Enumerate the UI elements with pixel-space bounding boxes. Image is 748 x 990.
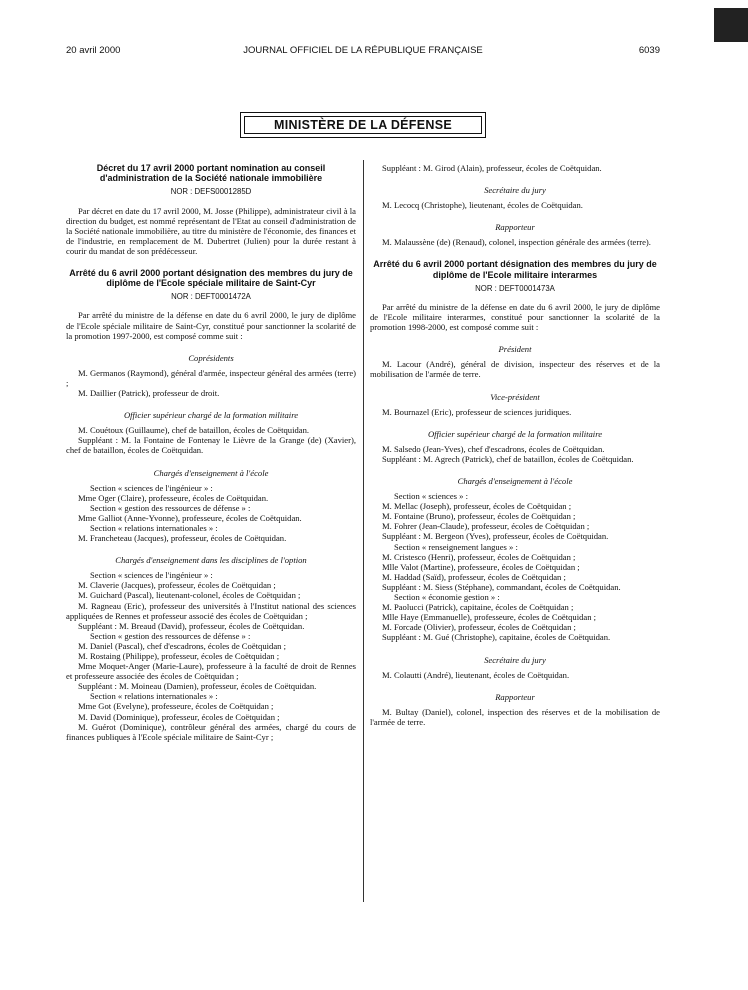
decree-title: Arrêté du 6 avril 2000 portant désignation des membres du jury de diplôme de l'Ecole militaire interarmes <box>373 259 657 280</box>
subsection-label: Section « renseignement langues » : <box>394 541 518 552</box>
paragraph: M. Malaussène (de) (Renaud), colonel, inspection générale des armées (terre). <box>382 237 651 248</box>
paragraph: M. Francheteau (Jacques), professeur, écoles de Coëtquidan. <box>78 533 287 544</box>
column-divider <box>363 160 364 902</box>
paragraph: Suppléant : M. Bergeon (Yves), professeur, écoles de Coëtquidan. <box>382 531 609 542</box>
paragraph: Mme Moquet-Anger (Marie-Laure), professeure à la faculté de droit de Rennes et professeure associée des écoles de Coëtquidan ; <box>66 661 356 682</box>
subsection-label: Section « relations internationales » : <box>90 691 218 702</box>
decree-title: Décret du 17 avril 2000 portant nomination au conseil d'administration de la Société nationale immobilière <box>96 163 326 184</box>
header-page-number: 6039 <box>638 45 660 56</box>
paragraph: M. Mellac (Joseph), professeur, écoles de Coëtquidan ; <box>382 501 572 512</box>
paragraph: M. Couétoux (Guillaume), chef de bataillon, écoles de Coëtquidan. <box>78 425 310 436</box>
paragraph: Suppléant : M. Agrech (Patrick), chef de bataillon, écoles de Coëtquidan. <box>382 453 634 464</box>
paragraph: Suppléant : M. la Fontaine de Fontenay le Lièvre de la Grange (de) (Xavier), chef de bataillon, écoles de Coëtquidan. <box>66 435 356 456</box>
subsection-label: Section « sciences » : <box>394 491 468 502</box>
ministry-title: MINISTÈRE DE LA DÉFENSE <box>244 116 482 134</box>
paragraph: M. Paolucci (Patrick), capitaine, écoles de Coëtquidan ; <box>382 602 574 613</box>
paragraph: M. Salsedo (Jean-Yves), chef d'escadrons, écoles de Coëtquidan. <box>382 443 605 454</box>
paragraph: M. Rostaing (Philippe), professeur, écoles de Coëtquidan ; <box>78 651 280 661</box>
corner-mark <box>714 8 748 42</box>
paragraph: M. Germanos (Raymond), général d'armée, inspecteur général des armées (terre) ; <box>66 367 356 388</box>
section-heading: Rapporteur <box>495 691 535 702</box>
section-heading: Vice-président <box>490 391 540 402</box>
paragraph: Mme Galliot (Anne-Yvonne), professeure, écoles de Coëtquidan. <box>78 512 302 523</box>
paragraph: M. Forcade (Olivier), professeur, écoles de Coëtquidan ; <box>382 622 576 633</box>
paragraph: M. David (Dominique), professeur, écoles de Coëtquidan ; <box>78 711 280 722</box>
header-date: 20 avril 2000 <box>66 45 121 56</box>
paragraph: Mme Got (Evelyne), professeure, écoles de Coëtquidan ; <box>78 701 274 712</box>
paragraph: Suppléant : M. Siess (Stéphane), commandant, écoles de Coëtquidan. <box>382 581 621 592</box>
subsection-label: Section « économie gestion » : <box>394 592 500 603</box>
paragraph: M. Guichard (Pascal), lieutenant-colonel, écoles de Coëtquidan ; <box>78 590 301 601</box>
section-heading: Secrétaire du jury <box>484 185 546 196</box>
right-column <box>370 163 660 727</box>
section-heading: Secrétaire du jury <box>484 654 546 665</box>
section-heading: Président <box>498 344 532 355</box>
paragraph: Suppléant : M. Gué (Christophe), capitaine, écoles de Coëtquidan. <box>382 632 611 643</box>
subsection-label: Section « sciences de l'ingénieur » : <box>90 482 213 493</box>
subsection-label: Section « gestion des ressources de défense » : <box>90 502 251 513</box>
page-header <box>66 45 660 59</box>
paragraph: M. Guérot (Dominique), contrôleur général des armées, chargé du cours de finances publiques à l'Ecole spéciale militaire de Saint-Cyr ; <box>66 721 356 742</box>
header-journal: JOURNAL OFFICIEL DE LA RÉPUBLIQUE FRANÇAISE <box>243 45 483 56</box>
section-heading: Rapporteur <box>495 222 535 233</box>
paragraph: M. Bournazel (Eric), professeur de sciences juridiques. <box>382 406 572 417</box>
decree-title: Arrêté du 6 avril 2000 portant désignation des membres du jury de diplôme de l'Ecole spéciale militaire de Saint-Cyr <box>69 267 353 289</box>
paragraph: M. Lecocq (Christophe), lieutenant, écoles de Coëtquidan. <box>382 200 583 211</box>
paragraph: Par décret en date du 17 avril 2000, M. Josse (Philippe), administrateur civil à la direction du budget, est nommé représentant de l'Etat au conseil d'administration de la Société nationale immobilière, au titre du ministère de l'économie, des finances et de l'industrie, en remplacement de M. Dubertret (Julien) pour la durée restant à courir du mandat de son prédécesseur. <box>66 205 356 256</box>
paragraph: Mme Oger (Claire), professeure, écoles de Coëtquidan. <box>78 492 269 503</box>
nor-reference: NOR : DEFS0001285D <box>170 187 252 197</box>
paragraph: Mlle Valot (Martine), professeure, écoles de Coëtquidan ; <box>382 561 580 572</box>
paragraph: M. Cristesco (Henri), professeur, écoles de Coëtquidan ; <box>382 551 576 562</box>
subsection-label: Section « gestion des ressources de défense » : <box>90 630 251 641</box>
paragraph: M. Claverie (Jacques), professeur, écoles de Coëtquidan ; <box>78 580 276 591</box>
paragraph: M. Fohrer (Jean-Claude), professeur, écoles de Coëtquidan ; <box>382 521 590 532</box>
section-heading: Chargés d'enseignement à l'école <box>457 476 573 486</box>
section-heading: Officier supérieur chargé de la formation militaire <box>427 428 603 439</box>
paragraph: M. Fontaine (Bruno), professeur, écoles de Coëtquidan ; <box>382 511 576 522</box>
paragraph: M. Ragneau (Eric), professeur des universités à l'Institut national des sciences appliquées de Rennes et professeur associé des écoles de Coëtquidan ; <box>66 600 356 621</box>
paragraph: Suppléant : M. Breaud (David), professeur, écoles de Coëtquidan. <box>78 620 305 631</box>
paragraph: Par arrêté du ministre de la défense en date du 6 avril 2000, le jury de diplôme de l'Ecole militaire interarmes, constitué pour sanctionner la scolarité de la promotion 1998-2000, est composé comme suit : <box>370 301 660 333</box>
paragraph: M. Colautti (André), lieutenant, écoles de Coëtquidan. <box>382 669 570 680</box>
paragraph: Par arrêté du ministre de la défense en date du 6 avril 2000, le jury de diplôme de l'Ecole spéciale militaire de Saint-Cyr, constitué pour sanctionner la scolarité de la promotion 1997-2000, est composé comme suit : <box>66 310 356 341</box>
paragraph: Suppléant : M. Girod (Alain), professeur, écoles de Coëtquidan. <box>382 163 602 173</box>
paragraph: M. Bultay (Daniel), colonel, inspection des réserves et de la mobilisation de l'armée de terre. <box>370 706 660 727</box>
ministry-title-box <box>240 112 486 138</box>
nor-reference: NOR : DEFT0001473A <box>475 283 555 293</box>
section-heading: Officier supérieur chargé de la formation militaire <box>123 410 299 421</box>
spacer <box>370 247 660 259</box>
section-heading: Chargés d'enseignement à l'école <box>153 467 269 478</box>
paragraph: M. Daillier (Patrick), professeur de droit. <box>78 388 220 399</box>
section-heading: Chargés d'enseignement dans les disciplines de l'option <box>115 555 307 566</box>
nor-reference: NOR : DEFT0001472A <box>171 292 251 302</box>
paragraph: M. Daniel (Pascal), chef d'escadrons, écoles de Coëtquidan ; <box>78 640 286 651</box>
left-column <box>66 163 356 742</box>
paragraph: Suppléant : M. Moineau (Damien), professeur, écoles de Coëtquidan. <box>78 681 317 692</box>
subsection-label: Section « relations internationales » : <box>90 522 218 533</box>
paragraph: M. Haddad (Saïd), professeur, écoles de Coëtquidan ; <box>382 571 566 582</box>
paragraph: Mlle Haye (Emmanuelle), professeure, écoles de Coëtquidan ; <box>382 612 597 623</box>
subsection-label: Section « sciences de l'ingénieur » : <box>90 570 213 581</box>
section-heading: Coprésidents <box>188 352 234 363</box>
paragraph: M. Lacour (André), général de division, inspecteur des réserves et de la mobilisation de l'armée de terre. <box>370 359 660 380</box>
spacer <box>66 256 356 268</box>
